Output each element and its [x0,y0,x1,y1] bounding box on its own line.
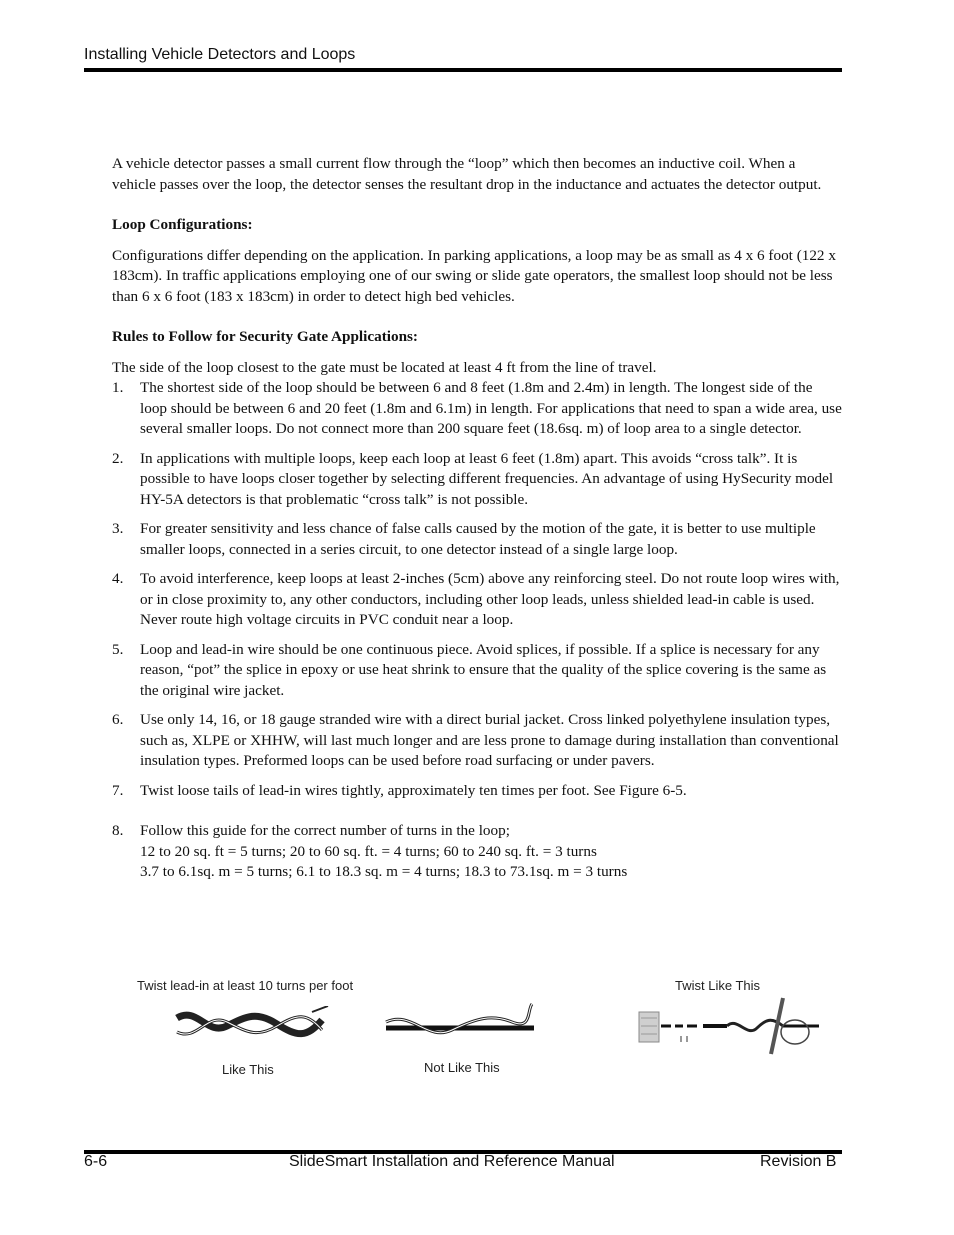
rule-item-6 [112,710,842,772]
twisted-wire-illustration [172,1006,332,1046]
rule-text: To avoid interference, keep loops at least 2-inches (5cm) above any reinforcing steel. Do not route loop wires with, or in close proximity to, any other conductors, including other loop leads, unless shielded lead-in cable is used. Never route high voltage circuits in PVC conduit near a loop. [140,570,840,628]
turns-guide-feet: 12 to 20 sq. ft = 5 turns; 20 to 60 sq. ft. = 4 turns; 60 to 240 sq. ft. = 3 turns [140,842,597,860]
page-number: 6-6 [84,1153,108,1170]
revision-label: Revision B [760,1153,837,1170]
rules-lead: The side of the loop closest to the gate must be located at least 4 ft from the line of travel. [112,358,657,376]
rules-heading: Rules to Follow for Security Gate Applications: [112,328,418,345]
loop-config-heading: Loop Configurations: [112,216,253,233]
rule-item-1 [112,378,842,440]
rule-item-5 [112,640,842,702]
rule-number: 2. [112,449,124,467]
rule-item-7 [112,781,842,802]
rule-item-8 [112,821,842,883]
twist-like-this-label: Twist Like This [675,978,761,993]
not-like-this-label: Not Like This [424,1060,500,1075]
turns-guide-meters: 3.7 to 6.1sq. m = 5 turns; 6.1 to 18.3 sq. m = 4 turns; 18.3 to 73.1sq. m = 3 turns [140,863,628,880]
rule-text: Loop and lead-in wire should be one continuous piece. Avoid splices, if possible. If a splice is necessary for any reason, “pot” the splice in epoxy or use heat shrink to ensure that the quality of the splice covering is the same as the original wire jacket. [140,640,827,699]
rule-text: In applications with multiple loops, keep each loop at least 6 feet (1.8m) apart. This avoids “cross talk”. It is possible to have loops closer together by selecting different frequencies. An advantage of using HySecurity model HY-5A detectors is that problematic “cross talk” is not possible. [140,449,834,508]
rule-number: 7. [112,781,124,799]
rule-item-3 [112,519,842,560]
rule-text: The shortest side of the loop should be between 6 and 8 feet (1.8m and 2.4m) in length. The longest side of the loop should be between 6 and 20 feet (1.8m and 6.1m) in length. For applications that need to span a wide area, use several smaller loops. Do not connect more than 200 square feet (18.6sq. m) of loop area to a single detector. [140,379,842,437]
like-this-label: Like This [222,1062,274,1077]
rule-number: 3. [112,520,124,537]
rule-number: 5. [112,640,124,658]
rule-number: 1. [112,379,124,396]
rule-number: 6. [112,711,124,728]
turns-guide-intro: Follow this guide for the correct number of turns in the loop; [140,822,510,839]
rule-number: 8. [112,822,124,839]
intro-paragraph: A vehicle detector passes a small current flow through the “loop” which then becomes an inductive coil. When a vehicle passes over the loop, the detector senses the resultant drop in the inductance and actuates the detector output. [112,155,822,193]
rule-item-2 [112,449,842,511]
rules-list [112,378,842,883]
body-text [112,154,842,892]
rule-text: Use only 14, 16, or 18 gauge stranded wire with a direct burial jacket. Cross linked polyethylene insulation types, such as, XLPE or XHHW, will last much longer and are less prone to damage during installation than conventional insulation types. Preformed loops can be used before road surfacing or under pavers. [140,711,839,769]
loop-config-paragraph: Configurations differ depending on the application. In parking applications, a loop may be as small as 4 x 6 foot (122 x 183cm). In traffic applications employing one of our swing or slide gate operators, the smallest loop should not be less than 6 x 6 foot (183 x 183cm) in order to detect high bed vehicles. [112,246,836,305]
rule-text: Twist loose tails of lead-in wires tightly, approximately ten times per foot. See Figure 6-5. [140,781,687,799]
rule-text: For greater sensitivity and less chance of false calls caused by the motion of the gate, it is better to use multiple smaller loops, connected in a series circuit, to one detector instead of a single large loop. [140,520,816,558]
running-header: Installing Vehicle Detectors and Loops [84,46,356,63]
header-rule [84,68,842,72]
rule-item-4 [112,569,842,631]
manual-title: SlideSmart Installation and Reference Manual [289,1153,615,1170]
twist-caption: Twist lead-in at least 10 turns per foot [137,978,354,993]
loosely-wrapped-wire-illustration [382,1000,540,1046]
rule-number: 4. [112,570,124,587]
splice-twist-illustration [637,996,827,1056]
